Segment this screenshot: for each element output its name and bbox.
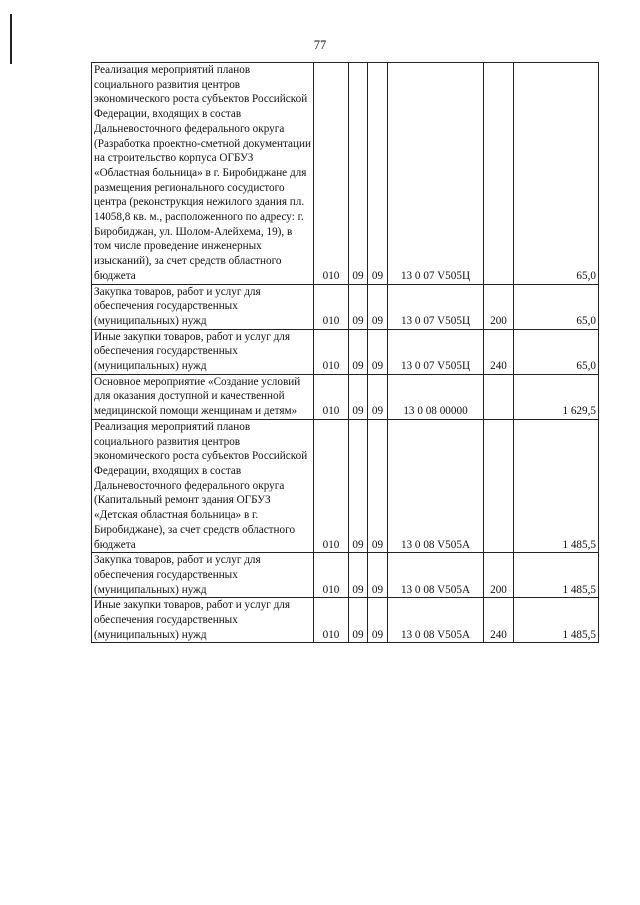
table-row bbox=[92, 374, 599, 419]
ministry-code: 010 bbox=[314, 63, 349, 285]
subsection-code: 09 bbox=[368, 598, 388, 643]
amount: 1 629,5 bbox=[514, 374, 599, 419]
row-name: Закупка товаров, работ и услуг для обеспечения государственных (муниципальных) нужд bbox=[92, 284, 314, 329]
amount: 65,0 bbox=[514, 63, 599, 285]
subsection-code: 09 bbox=[368, 553, 388, 598]
amount: 65,0 bbox=[514, 329, 599, 374]
row-name: Иные закупки товаров, работ и услуг для обеспечения государственных (муниципальных) нужд bbox=[92, 329, 314, 374]
target-article-code: 13 0 08 00000 bbox=[388, 374, 484, 419]
row-name: Основное мероприятие «Создание условий для оказания доступной и качественной медицинской помощи женщинам и детям» bbox=[92, 374, 314, 419]
ministry-code: 010 bbox=[314, 284, 349, 329]
target-article-code: 13 0 08 V505А bbox=[388, 553, 484, 598]
table-row bbox=[92, 284, 599, 329]
ministry-code: 010 bbox=[314, 419, 349, 552]
subsection-code: 09 bbox=[368, 284, 388, 329]
row-name: Закупка товаров, работ и услуг для обеспечения государственных (муниципальных) нужд bbox=[92, 553, 314, 598]
section-code: 09 bbox=[349, 63, 368, 285]
table-row bbox=[92, 598, 599, 643]
target-article-code: 13 0 07 V505Ц bbox=[388, 329, 484, 374]
amount: 1 485,5 bbox=[514, 553, 599, 598]
expense-type-code: 200 bbox=[484, 553, 514, 598]
subsection-code: 09 bbox=[368, 63, 388, 285]
row-name: Иные закупки товаров, работ и услуг для обеспечения государственных (муниципальных) нужд bbox=[92, 598, 314, 643]
ministry-code: 010 bbox=[314, 598, 349, 643]
section-code: 09 bbox=[349, 419, 368, 552]
budget-table bbox=[91, 62, 599, 643]
table-row bbox=[92, 63, 599, 285]
ministry-code: 010 bbox=[314, 329, 349, 374]
row-name: Реализация мероприятий планов социального развития центров экономического роста субъектов Российской Федерации, входящих в состав Дальневосточного федерального округа (Разработка проектно-сметной документации на строительство корпуса ОГБУЗ «Областная больница» в г. Биробиджане для размещения регионального сосудистого центра (реконструкция нежилого здания пл. 14058,8 кв. м., расположенного по адресу: г. Биробиджан, ул. Шолом-Алейхема, 19), в том числе проведение инженерных изысканий), за счет средств областного бюджета bbox=[92, 63, 314, 285]
subsection-code: 09 bbox=[368, 374, 388, 419]
section-code: 09 bbox=[349, 374, 368, 419]
ministry-code: 010 bbox=[314, 374, 349, 419]
subsection-code: 09 bbox=[368, 329, 388, 374]
table-row bbox=[92, 329, 599, 374]
expense-type-code bbox=[484, 63, 514, 285]
target-article-code: 13 0 07 V505Ц bbox=[388, 63, 484, 285]
section-code: 09 bbox=[349, 553, 368, 598]
table-row bbox=[92, 419, 599, 552]
target-article-code: 13 0 07 V505Ц bbox=[388, 284, 484, 329]
section-code: 09 bbox=[349, 329, 368, 374]
amount: 1 485,5 bbox=[514, 598, 599, 643]
amount: 65,0 bbox=[514, 284, 599, 329]
section-code: 09 bbox=[349, 284, 368, 329]
row-name: Реализация мероприятий планов социального развития центров экономического роста субъектов Российской Федерации, входящих в состав Дальневосточного федерального округа (Капитальный ремонт здания ОГБУЗ «Детская областная больница» в г. Биробиджане), за счет средств областного бюджета bbox=[92, 419, 314, 552]
page-number: 77 bbox=[313, 38, 327, 52]
expense-type-code bbox=[484, 419, 514, 552]
expense-type-code: 240 bbox=[484, 598, 514, 643]
expense-type-code bbox=[484, 374, 514, 419]
expense-type-code: 200 bbox=[484, 284, 514, 329]
section-code: 09 bbox=[349, 598, 368, 643]
subsection-code: 09 bbox=[368, 419, 388, 552]
table-row bbox=[92, 553, 599, 598]
target-article-code: 13 0 08 V505А bbox=[388, 598, 484, 643]
expense-type-code: 240 bbox=[484, 329, 514, 374]
amount: 1 485,5 bbox=[514, 419, 599, 552]
ministry-code: 010 bbox=[314, 553, 349, 598]
target-article-code: 13 0 08 V505А bbox=[388, 419, 484, 552]
